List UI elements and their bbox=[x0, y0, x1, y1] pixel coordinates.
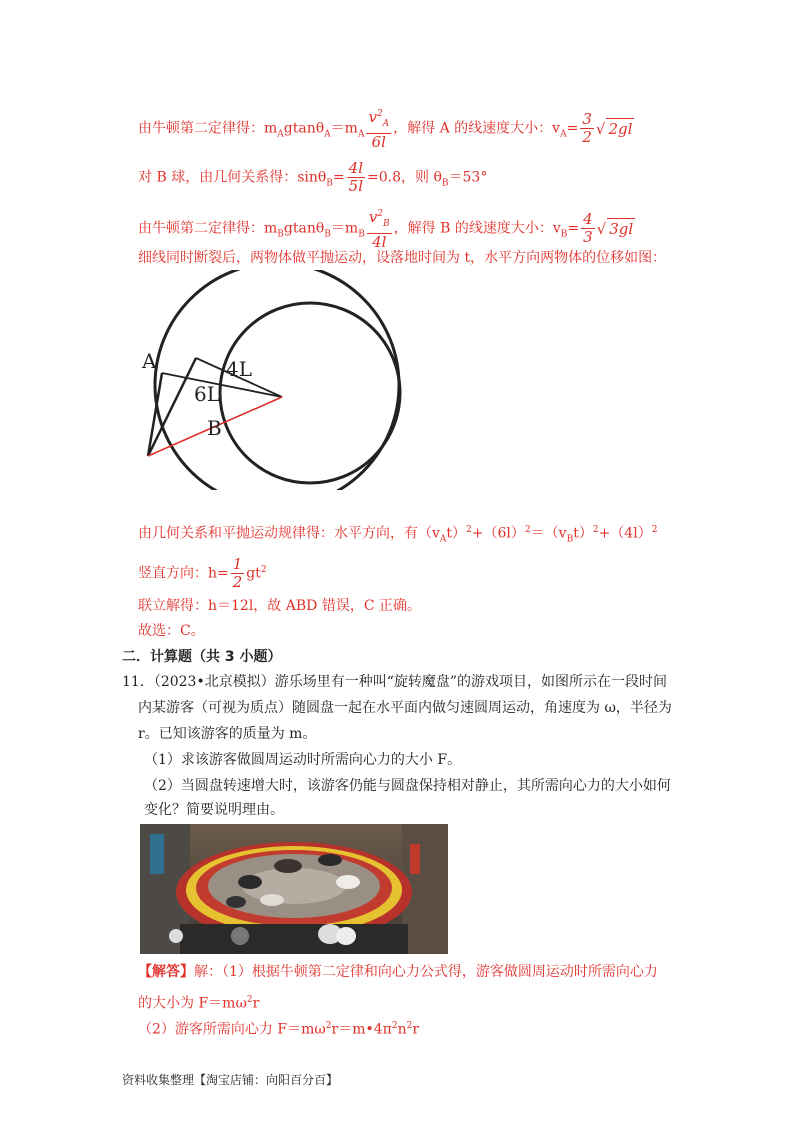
solution-line-8: 故选：C。 bbox=[138, 623, 205, 639]
solution-line-4: 细线同时断裂后，两物体做平抛运动，设落地时间为 t，水平方向两物体的位移如图： bbox=[138, 250, 667, 266]
answer-line-3: （2）游客所需向心力 $F=m\omega^2r=m•4\pi^2n^2r$ bbox=[138, 1021, 420, 1038]
outer-circle bbox=[155, 270, 399, 490]
solution-line-1: 由牛顿第二定律得：$m_Agtan\theta_A=m_A$ $\frac{v^2_A}{6l}$ ，解得 A 的线速度大小：$v_A=$ $\frac{3}{2}$ √ 2gl bbox=[138, 108, 633, 151]
question-part-2-cont: 变化？简要说明理由。 bbox=[144, 802, 284, 818]
answer-line-1: 【解答】解：（1）根据牛顿第二定律和向心力公式得，游客做圆周运动时所需向心力 bbox=[138, 964, 658, 980]
label-4l: 4L bbox=[226, 357, 253, 381]
footer: 资料收集整理【淘宝店铺：向阳百分百】 bbox=[122, 1073, 339, 1087]
solution-line-6: 竖直方向：h= $\frac{1}{2}$ $gt^2$ bbox=[138, 555, 267, 591]
fraction-1-over-2: $\frac{1}{2}$ bbox=[232, 555, 243, 591]
fraction-vb2-over-4l: $\frac{v^2_B}{4l}$ bbox=[368, 208, 390, 251]
solution-line-7: 联立解得：h＝12l，故 ABD 错误，C 正确。 bbox=[138, 598, 421, 614]
fraction-3-over-2: $\frac{3}{2}$ bbox=[582, 110, 592, 146]
label-a: A bbox=[142, 349, 157, 373]
question-part-2: （2）当圆盘转速增大时，该游客仍能与圆盘保持相对静止，其所需向心力的大小如何 bbox=[144, 778, 671, 794]
fraction-va2-over-6l: $\frac{v^2_A}{6l}$ bbox=[368, 108, 390, 151]
solution-line-3: 由牛顿第二定律得：$m_Bgtan\theta_B=m_B$ $\frac{v^2_B}{4l}$ ，解得 B 的线速度大小：$v_B=$ $\frac{4}{3}$ √ 3gl bbox=[138, 208, 634, 251]
question-line-3: r。已知该游客的质量为 m。 bbox=[138, 726, 317, 742]
label-6l: 6L bbox=[194, 382, 221, 406]
rotating-disc-photo bbox=[140, 824, 448, 954]
question-part-1: （1）求该游客做圆周运动时所需向心力的大小 F。 bbox=[144, 752, 462, 768]
sqrt-2gl: √ 2gl bbox=[595, 119, 633, 138]
label-b: B bbox=[207, 416, 222, 440]
circle-diagram bbox=[130, 270, 430, 490]
question-line-1: 11．（2023•北京模拟）游乐场里有一种叫“旋转魔盘”的游戏项目，如图所示在一段时间 bbox=[122, 674, 668, 690]
question-line-2: 内某游客（可视为质点）随圆盘一起在水平面内做匀速圆周运动，角速度为 ω，半径为 bbox=[138, 700, 672, 716]
answer-line-2: 的大小为 $F=m\omega^2r$ bbox=[138, 995, 260, 1012]
sqrt-3gl: √ 3gl bbox=[596, 219, 634, 238]
fraction-4-over-3: $\frac{4}{3}$ bbox=[583, 210, 593, 246]
section-title: 二．计算题（共 3 小题） bbox=[122, 649, 282, 665]
answer-tag: 【解答】 bbox=[138, 964, 194, 980]
fraction-4l-over-5l: $\frac{4l}{5l}$ bbox=[348, 159, 363, 195]
inner-circle bbox=[220, 303, 400, 483]
solution-line-5: 由几何关系和平抛运动规律得：水平方向，有$(v_At)^2+(6l)^2=(v_Bt)^2+(4l)^2$ bbox=[138, 525, 658, 545]
solution-line-2: 对 B 球，由几何关系得：sinθ$_B$= $\frac{4l}{5l}$ =0.8，则 $\theta_B=53^\circ$ bbox=[138, 159, 488, 195]
